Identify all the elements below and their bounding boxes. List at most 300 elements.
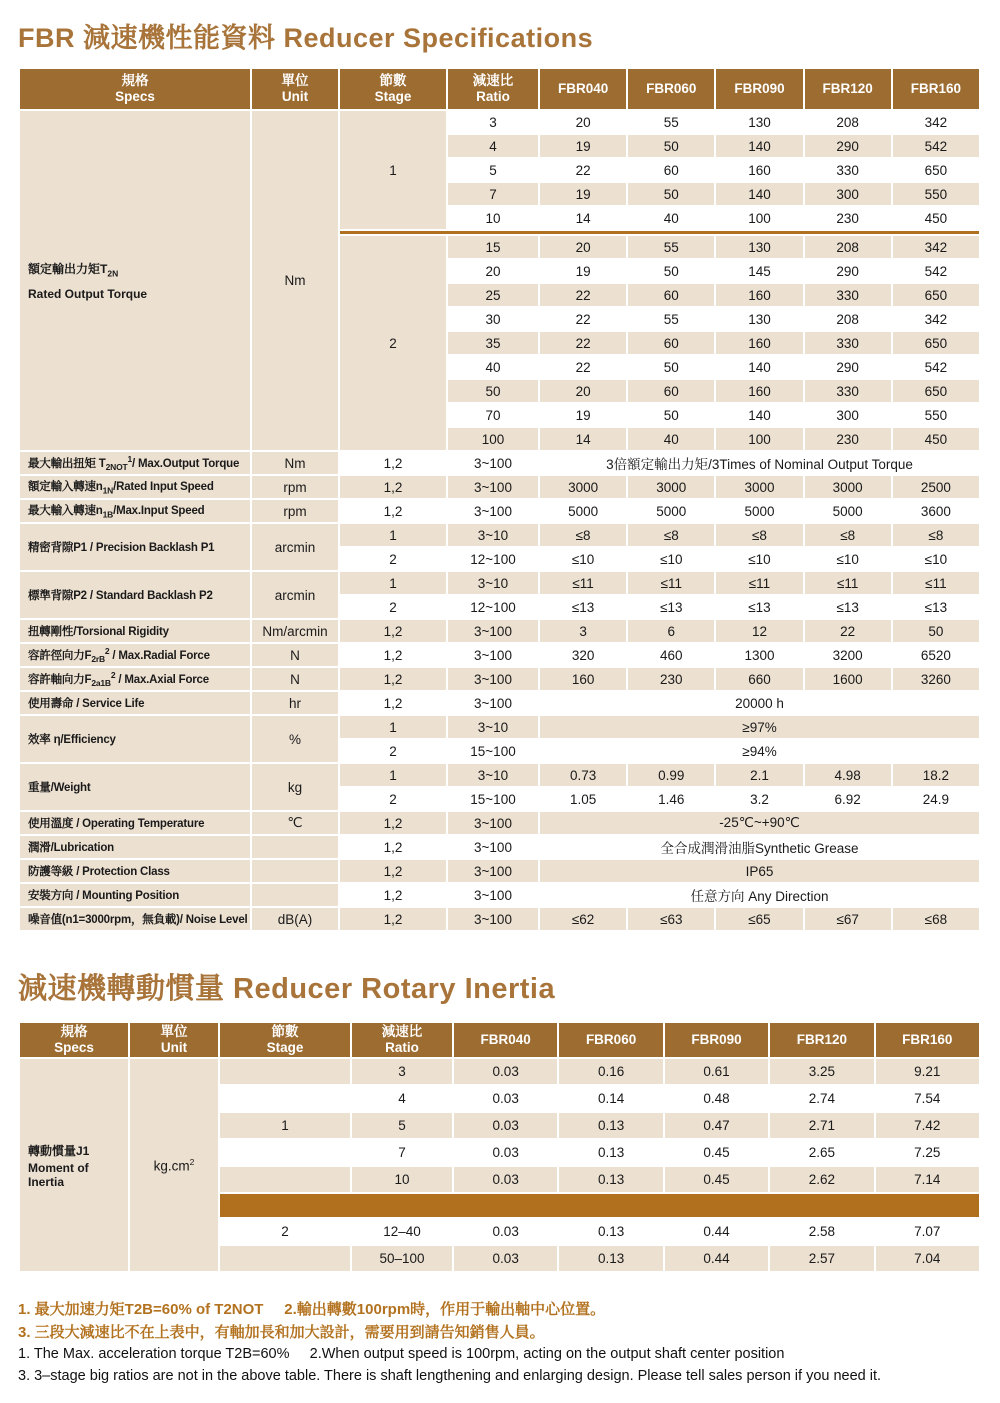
table-row [20, 764, 979, 786]
value-cell: ≤13 [805, 596, 891, 618]
ratio-cell: 40 [448, 356, 538, 378]
value-cell: 0.45 [665, 1167, 768, 1192]
value-cell: 650 [893, 380, 979, 402]
stage-cell: 1,2 [340, 884, 446, 906]
value-cell: ≤8 [893, 524, 979, 546]
value-cell: 2.71 [770, 1113, 873, 1138]
value-cell: 542 [893, 135, 979, 157]
value-cell: 140 [716, 404, 802, 426]
value-cell: 0.13 [559, 1140, 662, 1165]
value-cell: 3000 [805, 476, 891, 498]
ratio-cell: 35 [448, 332, 538, 354]
ratio-cell: 3~100 [448, 860, 538, 882]
column-header-stage: 節數 Stage [220, 1023, 350, 1057]
value-cell: 22 [805, 620, 891, 642]
ratio-cell: 30 [448, 308, 538, 330]
value-cell: 22 [540, 308, 626, 330]
column-header-model: FBR160 [876, 1023, 979, 1057]
unit-cell: Nm/arcmin [252, 620, 338, 642]
ratio-cell: 7 [448, 183, 538, 205]
ratio-cell: 25 [448, 284, 538, 306]
ratio-cell: 3~100 [448, 668, 538, 690]
ratio-cell: 15~100 [448, 740, 538, 762]
stage-cell: 1 [340, 572, 446, 594]
value-cell: 2.65 [770, 1140, 873, 1165]
value-cell: 460 [628, 644, 714, 666]
value-cell: ≤11 [628, 572, 714, 594]
unit-cell: arcmin [252, 524, 338, 570]
value-cell: 208 [805, 111, 891, 133]
value-cell: 0.44 [665, 1246, 768, 1271]
stage-cell: 1,2 [340, 668, 446, 690]
spec-label-cell: 安裝方向 / Mounting Position [20, 884, 250, 906]
value-cell: 330 [805, 284, 891, 306]
table-row [20, 836, 979, 858]
unit-cell [252, 860, 338, 882]
value-cell: 2500 [893, 476, 979, 498]
value-cell: ≤11 [540, 572, 626, 594]
table-row [20, 716, 979, 738]
value-cell: 19 [540, 404, 626, 426]
value-cell: 342 [893, 308, 979, 330]
value-cell: 22 [540, 356, 626, 378]
ratio-cell: 12–40 [352, 1219, 452, 1244]
value-cell: 0.45 [665, 1140, 768, 1165]
value-cell: 130 [716, 308, 802, 330]
value-cell: ≤8 [540, 524, 626, 546]
stage-cell: 1,2 [340, 836, 446, 858]
column-header-model: FBR040 [540, 69, 626, 109]
ratio-cell: 12~100 [448, 548, 538, 570]
ratio-cell: 10 [352, 1167, 452, 1192]
value-cell: 20 [540, 236, 626, 258]
footnote-zh-1: 1. 最大加速力矩T2B=60% of T2NOT 2.輸出轉數100rpm時，作用于輸出軸中心位置。 [18, 1301, 606, 1319]
ratio-cell: 3~100 [448, 500, 538, 522]
value-cell: 160 [716, 284, 802, 306]
stage-cell [220, 1246, 350, 1271]
value-cell: 290 [805, 356, 891, 378]
ratio-cell: 3~10 [448, 572, 538, 594]
ratio-cell: 3~10 [448, 764, 538, 786]
stage-cell: 1,2 [340, 500, 446, 522]
value-cell: 3260 [893, 668, 979, 690]
value-cell: 60 [628, 332, 714, 354]
value-cell: 1600 [805, 668, 891, 690]
value-cell: 4.98 [805, 764, 891, 786]
span-value-cell: 全合成潤滑油脂Synthetic Grease [540, 836, 979, 858]
value-cell: 450 [893, 428, 979, 450]
value-cell: 140 [716, 183, 802, 205]
table-row [20, 111, 979, 133]
value-cell: 60 [628, 284, 714, 306]
value-cell: 2.74 [770, 1086, 873, 1111]
spec-label-cell: 精密背隙P1 / Precision Backlash P1 [20, 524, 250, 570]
unit-cell: N [252, 644, 338, 666]
ratio-cell: 15~100 [448, 788, 538, 810]
value-cell: 330 [805, 159, 891, 181]
value-cell: 24.9 [893, 788, 979, 810]
stage-cell [220, 1086, 350, 1111]
ratio-cell: 5 [448, 159, 538, 181]
value-cell: 7.14 [876, 1167, 979, 1192]
value-cell: 100 [716, 207, 802, 229]
value-cell: 160 [716, 332, 802, 354]
value-cell: 230 [805, 207, 891, 229]
ratio-cell: 3 [352, 1059, 452, 1084]
stage-cell: 1 [340, 764, 446, 786]
value-cell: 55 [628, 308, 714, 330]
value-cell: 0.03 [454, 1086, 557, 1111]
value-cell: 550 [893, 404, 979, 426]
table-row [20, 1059, 979, 1084]
value-cell: 22 [540, 159, 626, 181]
value-cell: 5000 [540, 500, 626, 522]
stage-cell [220, 1140, 350, 1165]
value-cell: 40 [628, 207, 714, 229]
spec-label-cell: 效率 η/Efficiency [20, 716, 250, 762]
unit-cell: rpm [252, 476, 338, 498]
value-cell: 7.04 [876, 1246, 979, 1271]
value-cell: 0.03 [454, 1246, 557, 1271]
ratio-cell: 3~10 [448, 524, 538, 546]
value-cell: ≤10 [628, 548, 714, 570]
column-header-stage: 節數 Stage [340, 69, 446, 109]
value-cell: 5000 [716, 500, 802, 522]
unit-cell: Nm [252, 452, 338, 474]
value-cell: 7.25 [876, 1140, 979, 1165]
stage-cell: 2 [340, 596, 446, 618]
table-row [20, 500, 979, 522]
ratio-cell: 3~10 [448, 716, 538, 738]
reducer-specifications-table [18, 67, 981, 932]
value-cell: 660 [716, 668, 802, 690]
value-cell: 50 [628, 356, 714, 378]
stage-cell: 1 [340, 524, 446, 546]
stage-cell: 1,2 [340, 644, 446, 666]
spec-label-cell: 容許軸向力$F_{2a1B}^2$ / Max.Axial Force [20, 668, 250, 690]
ratio-cell: 70 [448, 404, 538, 426]
specifications-title: FBR 減速機性能資料 Reducer Specifications [18, 23, 594, 53]
value-cell: 140 [716, 356, 802, 378]
spec-label-cell: 轉動慣量J1 Moment of Inertia [20, 1059, 128, 1271]
value-cell: ≤10 [893, 548, 979, 570]
value-cell: 19 [540, 135, 626, 157]
value-cell: 160 [716, 380, 802, 402]
stage-cell: 1 [340, 716, 446, 738]
rotary-inertia-title: 減速機轉動慣量 Reducer Rotary Inertia [18, 973, 556, 1005]
ratio-cell: 3~100 [448, 812, 538, 834]
value-cell: 550 [893, 183, 979, 205]
ratio-cell: 20 [448, 260, 538, 282]
value-cell: 450 [893, 207, 979, 229]
value-cell: 60 [628, 159, 714, 181]
value-cell: 0.03 [454, 1059, 557, 1084]
stage-cell [220, 1059, 350, 1084]
value-cell: 6.92 [805, 788, 891, 810]
spec-label-cell: 重量/Weight [20, 764, 250, 810]
value-cell: 130 [716, 236, 802, 258]
value-cell: 0.14 [559, 1086, 662, 1111]
column-header-ratio: 減速比 Ratio [448, 69, 538, 109]
value-cell: ≤11 [805, 572, 891, 594]
value-cell: 18.2 [893, 764, 979, 786]
stage-cell: 1,2 [340, 860, 446, 882]
spec-label-cell: 噪音值(n1=3000rpm，無負載)/ Noise Level [20, 908, 250, 930]
stage-cell: 1,2 [340, 908, 446, 930]
ratio-cell: 3~100 [448, 644, 538, 666]
table-row [20, 884, 979, 906]
column-header-model: FBR120 [805, 69, 891, 109]
column-header-model: FBR060 [628, 69, 714, 109]
stage-cell: 1,2 [340, 692, 446, 714]
value-cell: 320 [540, 644, 626, 666]
value-cell: 19 [540, 260, 626, 282]
value-cell: ≤10 [540, 548, 626, 570]
value-cell: 2.1 [716, 764, 802, 786]
ratio-cell: 3~100 [448, 836, 538, 858]
value-cell: ≤8 [805, 524, 891, 546]
value-cell: 6520 [893, 644, 979, 666]
stage-divider [220, 1194, 979, 1217]
value-cell: 1300 [716, 644, 802, 666]
ratio-cell: 3~100 [448, 908, 538, 930]
stage-cell: 1 [220, 1113, 350, 1138]
value-cell: 145 [716, 260, 802, 282]
column-header-specs: 規格 Specs [20, 69, 250, 109]
value-cell: 3000 [628, 476, 714, 498]
stage-cell [220, 1167, 350, 1192]
table-row [20, 860, 979, 882]
table-row [20, 908, 979, 930]
value-cell: ≤63 [628, 908, 714, 930]
value-cell: 60 [628, 380, 714, 402]
value-cell: 20 [540, 380, 626, 402]
value-cell: 3000 [540, 476, 626, 498]
value-cell: ≤8 [716, 524, 802, 546]
value-cell: 0.73 [540, 764, 626, 786]
value-cell: 300 [805, 404, 891, 426]
ratio-cell: 3~100 [448, 620, 538, 642]
spec-label-cell: 標準背隙P2 / Standard Backlash P2 [20, 572, 250, 618]
stage-cell: 1,2 [340, 620, 446, 642]
value-cell: 3 [540, 620, 626, 642]
ratio-cell: 10 [448, 207, 538, 229]
value-cell: 0.16 [559, 1059, 662, 1084]
ratio-cell: 5 [352, 1113, 452, 1138]
value-cell: 6 [628, 620, 714, 642]
value-cell: 290 [805, 135, 891, 157]
value-cell: 2.62 [770, 1167, 873, 1192]
value-cell: 5000 [628, 500, 714, 522]
value-cell: 9.21 [876, 1059, 979, 1084]
ratio-cell: 12~100 [448, 596, 538, 618]
unit-cell: ℃ [252, 812, 338, 834]
unit-cell: arcmin [252, 572, 338, 618]
unit-cell: % [252, 716, 338, 762]
ratio-cell: 4 [352, 1086, 452, 1111]
value-cell: 0.48 [665, 1086, 768, 1111]
ratio-cell: 50 [448, 380, 538, 402]
column-header-model: FBR060 [559, 1023, 662, 1057]
value-cell: 50 [628, 260, 714, 282]
table-row [20, 452, 979, 474]
value-cell: 0.03 [454, 1167, 557, 1192]
stage-cell: 2 [340, 740, 446, 762]
value-cell: ≤10 [716, 548, 802, 570]
value-cell: 0.13 [559, 1219, 662, 1244]
value-cell: ≤62 [540, 908, 626, 930]
value-cell: 50 [628, 135, 714, 157]
span-value-cell: IP65 [540, 860, 979, 882]
value-cell: 230 [628, 668, 714, 690]
value-cell: 3200 [805, 644, 891, 666]
ratio-cell: 7 [352, 1140, 452, 1165]
column-header-model: FBR090 [716, 69, 802, 109]
spec-label-cell: 容許徑向力$F_{2rB}^2$ / Max.Radial Force [20, 644, 250, 666]
ratio-cell: 3~100 [448, 692, 538, 714]
spec-label-cell: 潤滑/Lubrication [20, 836, 250, 858]
value-cell: 208 [805, 236, 891, 258]
stage-cell: 2 [340, 788, 446, 810]
table-row [20, 524, 979, 546]
span-value-cell: 任意方向 Any Direction [540, 884, 979, 906]
column-header-ratio: 減速比 Ratio [352, 1023, 452, 1057]
stage-divider [340, 231, 979, 234]
inertia-table-header-row [20, 1023, 979, 1057]
rotary-inertia-table [18, 1021, 981, 1273]
value-cell: ≤8 [628, 524, 714, 546]
spec-label-cell: 額定輸出力矩$T_{2N}$ Rated Output Torque [20, 111, 250, 450]
stage-cell: 1,2 [340, 476, 446, 498]
value-cell: 1.05 [540, 788, 626, 810]
value-cell: 330 [805, 380, 891, 402]
table-row [20, 476, 979, 498]
stage-cell: 1,2 [340, 812, 446, 834]
value-cell: 55 [628, 111, 714, 133]
value-cell: 650 [893, 284, 979, 306]
table-row [20, 620, 979, 642]
value-cell: 50 [628, 183, 714, 205]
value-cell: 50 [628, 404, 714, 426]
value-cell: 22 [540, 332, 626, 354]
unit-cell [252, 836, 338, 858]
column-header-unit: 單位 Unit [252, 69, 338, 109]
span-value-cell: 3倍額定輸出力矩/3Times of Nominal Output Torque [540, 452, 979, 474]
value-cell: 3.25 [770, 1059, 873, 1084]
span-value-cell: 20000 h [540, 692, 979, 714]
value-cell: 5000 [805, 500, 891, 522]
spec-label-cell: 最大輸出扭矩 $T_{2NOT}^1/$ Max.Output Torque [20, 452, 250, 474]
footnotes [18, 1299, 982, 1388]
value-cell: 0.13 [559, 1246, 662, 1271]
table-row [20, 644, 979, 666]
value-cell: 100 [716, 428, 802, 450]
stage-cell: 2 [220, 1219, 350, 1244]
table-row [20, 812, 979, 834]
value-cell: 130 [716, 111, 802, 133]
unit-cell: rpm [252, 500, 338, 522]
value-cell: 14 [540, 207, 626, 229]
span-value-cell: ≥97% [540, 716, 979, 738]
ratio-cell: 15 [448, 236, 538, 258]
value-cell: 3000 [716, 476, 802, 498]
unit-cell: N [252, 668, 338, 690]
unit-cell [252, 884, 338, 906]
value-cell: ≤11 [716, 572, 802, 594]
stage-cell: 2 [340, 548, 446, 570]
value-cell: ≤67 [805, 908, 891, 930]
value-cell: ≤13 [628, 596, 714, 618]
value-cell: ≤13 [893, 596, 979, 618]
spec-label-cell: 額定輸入轉速$n_{1N}$/Rated Input Speed [20, 476, 250, 498]
footnote-zh-2: 3. 三段大減速比不在上表中，有軸加長和加大設計，需要用到請告知銷售人員。 [18, 1323, 545, 1341]
value-cell: 12 [716, 620, 802, 642]
ratio-cell: 100 [448, 428, 538, 450]
ratio-cell: 3~100 [448, 476, 538, 498]
value-cell: 342 [893, 236, 979, 258]
stage-cell: 2 [340, 236, 446, 450]
value-cell: 55 [628, 236, 714, 258]
ratio-cell: 3~100 [448, 884, 538, 906]
value-cell: 330 [805, 332, 891, 354]
ratio-cell: 3~100 [448, 452, 538, 474]
value-cell: 650 [893, 332, 979, 354]
value-cell: 300 [805, 183, 891, 205]
stage-cell: 1,2 [340, 452, 446, 474]
column-header-model: FBR090 [665, 1023, 768, 1057]
spec-label-cell: 最大輸入轉速$n_{1B}/Max.Input$ Speed [20, 500, 250, 522]
value-cell: 0.03 [454, 1113, 557, 1138]
value-cell: 650 [893, 159, 979, 181]
value-cell: 160 [716, 159, 802, 181]
value-cell: 19 [540, 183, 626, 205]
value-cell: 0.61 [665, 1059, 768, 1084]
table-row [20, 572, 979, 594]
span-value-cell: ≥94% [540, 740, 979, 762]
value-cell: ≤11 [893, 572, 979, 594]
column-header-model: FBR040 [454, 1023, 557, 1057]
column-header-specs: 規格 Specs [20, 1023, 128, 1057]
value-cell: 0.13 [559, 1113, 662, 1138]
value-cell: 14 [540, 428, 626, 450]
value-cell: 542 [893, 356, 979, 378]
footnote-en-1: 1. The Max. acceleration torque T2B=60% 2.When output speed is 100rpm, acting on the output shaft center position [18, 1346, 785, 1363]
value-cell: 0.99 [628, 764, 714, 786]
unit-cell: $kg.cm^2$ [130, 1059, 218, 1271]
spec-label-cell: 使用溫度 / Operating Temperature [20, 812, 250, 834]
value-cell: ≤65 [716, 908, 802, 930]
value-cell: 208 [805, 308, 891, 330]
value-cell: 0.03 [454, 1140, 557, 1165]
value-cell: 230 [805, 428, 891, 450]
value-cell: 2.57 [770, 1246, 873, 1271]
value-cell: ≤68 [893, 908, 979, 930]
value-cell: ≤10 [805, 548, 891, 570]
unit-cell: kg [252, 764, 338, 810]
stage-cell: 1 [340, 111, 446, 229]
value-cell: 160 [540, 668, 626, 690]
spec-label-cell: 扭轉剛性/Torsional Rigidity [20, 620, 250, 642]
column-header-model: FBR120 [770, 1023, 873, 1057]
value-cell: 542 [893, 260, 979, 282]
spec-label-cell: 防護等級 / Protection Class [20, 860, 250, 882]
table-row [20, 668, 979, 690]
value-cell: 2.58 [770, 1219, 873, 1244]
unit-cell: dB(A) [252, 908, 338, 930]
value-cell: 22 [540, 284, 626, 306]
value-cell: 0.44 [665, 1219, 768, 1244]
column-header-unit: 單位 Unit [130, 1023, 218, 1057]
